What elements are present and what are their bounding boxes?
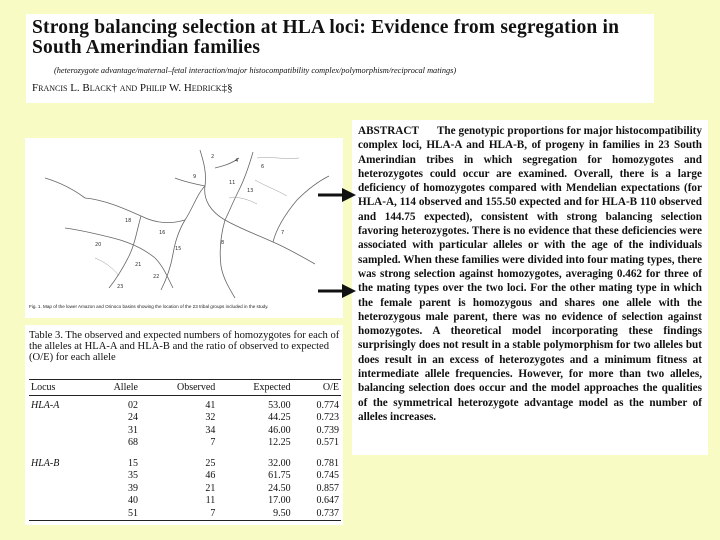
svg-text:22: 22 (153, 274, 160, 280)
svg-text:7: 7 (281, 230, 285, 236)
table-row (29, 457, 341, 470)
observed-cell: 11 (205, 495, 216, 507)
svg-text:11: 11 (229, 180, 236, 186)
table-row (29, 396, 341, 412)
svg-text:15: 15 (175, 246, 182, 252)
allele-cell: 51 (88, 507, 140, 520)
arrow-icon (318, 281, 358, 301)
abstract-label: ABSTRACT (358, 125, 419, 137)
table-header-row (29, 380, 341, 396)
authors: Francis L. Black† and Philip W. Hedrick‡§ (32, 82, 233, 94)
observed-cell: 7 (210, 437, 216, 449)
expected-cell: 46.00 (268, 424, 291, 436)
map-figure (25, 138, 343, 318)
table-figure (25, 325, 343, 525)
table-spacer (29, 449, 341, 457)
observed-cell: 7 (140, 507, 217, 520)
oe-cell: 0.745 (316, 470, 339, 482)
header-expected: Expected (217, 380, 292, 396)
expected-cell: 12.25 (268, 437, 291, 449)
observed-cell: 21 (205, 482, 216, 494)
river-map-image (25, 138, 343, 304)
expected-cell: 44.25 (268, 412, 291, 424)
svg-text:23: 23 (117, 284, 124, 290)
allele-cell: 35 (128, 470, 138, 482)
allele-cell: 40 (128, 495, 138, 507)
oe-cell: 0.737 (293, 507, 341, 520)
abstract-text: The genotypic proportions for major histocompatibility complex loci, HLA-A and HLA-B, of progeny in families in 23 South Amerindian tribes in which segregation for homozygotes and heterozygotes could occur are examined. Overall, there is a large deficiency of homozygotes compared with Mendelian expectations (for HLA-A, 114 observed and 155.50 expected and for HLA-B 110 observed and 144.75 expected), consistent with strong balancing selection favoring heterozygotes. There is no evidence that these deficiencies were associated with particular alleles or with the age of the individuals sampled. When these families were divided into four mating types, there was strong selection against homozygotes, averaging 0.462 for three of the mating types over the two loci. For the other mating type in which the female parent is homozygous and shares one allele with the heterozygous male parent, there was no evidence of selection against homozygotes. A theoretical model incorporating these findings surprisingly does not result in a stable polymorphism for two alleles but does result in an excess of heterozygotes and a minimum fitness at intermediate allele frequencies. However, for more than two alleles, balancing selection does occur and the model approaches the qualities of the symmetrical heterozygote advantage model as the number of alleles increases. (358, 125, 702, 423)
allele-cell: 39 (128, 482, 138, 494)
paper-title: Strong balancing selection at HLA loci: Evidence from segregation in South Amerindian families (32, 17, 620, 58)
header-allele: Allele (88, 380, 140, 396)
allele-cell: 31 (128, 424, 138, 436)
keywords: (heterozygote advantage/maternal–fetal interaction/major histocompatibility complex/polymorphism/reciprocal matings) (54, 66, 457, 75)
allele-cell: 68 (128, 437, 138, 449)
expected-cell: 9.50 (217, 507, 292, 520)
svg-text:16: 16 (159, 230, 166, 236)
expected-cell: 32.00 (268, 457, 291, 469)
header-observed: Observed (140, 380, 217, 396)
observed-cell: 25 (205, 457, 216, 469)
oe-cell: 0.774 (316, 399, 339, 411)
header-oe: O/E (293, 380, 341, 396)
table-row (29, 470, 341, 483)
table-row (29, 495, 341, 508)
abstract (358, 124, 702, 424)
title-panel (26, 14, 654, 103)
map-caption: Fig. 1. Map of the lower Amazon and Orinoco basins showing the location of the 23 tribal groups included in the study. (29, 304, 269, 309)
table-row (29, 424, 341, 437)
table-row (29, 507, 341, 520)
table-row (29, 412, 341, 425)
arrow-icon (318, 185, 358, 205)
oe-cell: 0.723 (316, 412, 339, 424)
oe-cell: 0.571 (316, 437, 339, 449)
abstract-panel (352, 120, 708, 455)
header-locus: Locus (29, 380, 88, 396)
oe-cell: 0.647 (316, 495, 339, 507)
oe-cell: 0.781 (316, 457, 339, 469)
homozygote-table (29, 379, 341, 521)
allele-cell: 02 (128, 399, 138, 411)
expected-cell: 24.50 (268, 482, 291, 494)
expected-cell: 17.00 (268, 495, 291, 507)
table-row (29, 482, 341, 495)
svg-text:8: 8 (221, 240, 225, 246)
svg-text:21: 21 (135, 262, 142, 268)
svg-text:9: 9 (193, 174, 197, 180)
allele-cell: 15 (128, 457, 138, 469)
observed-cell: 32 (205, 412, 216, 424)
locus-cell: HLA-B (31, 457, 60, 469)
svg-text:13: 13 (247, 188, 254, 194)
locus-cell: HLA-A (31, 399, 60, 411)
expected-cell: 61.75 (268, 470, 291, 482)
svg-text:2: 2 (211, 154, 215, 160)
table-caption: Table 3. The observed and expected numbers of homozygotes for each of the alleles at HLA-A and HLA-B and the ratio of observed to expected (O/E) for each allele (29, 330, 340, 363)
svg-text:4: 4 (235, 158, 239, 164)
svg-text:18: 18 (125, 218, 132, 224)
oe-cell: 0.739 (316, 424, 339, 436)
expected-cell: 53.00 (268, 399, 291, 411)
observed-cell: 34 (205, 424, 216, 436)
oe-cell: 0.857 (316, 482, 339, 494)
svg-text:6: 6 (261, 164, 265, 170)
observed-cell: 46 (205, 470, 216, 482)
svg-text:20: 20 (95, 242, 102, 248)
allele-cell: 24 (128, 412, 138, 424)
observed-cell: 41 (205, 399, 216, 411)
table-row (29, 437, 341, 450)
